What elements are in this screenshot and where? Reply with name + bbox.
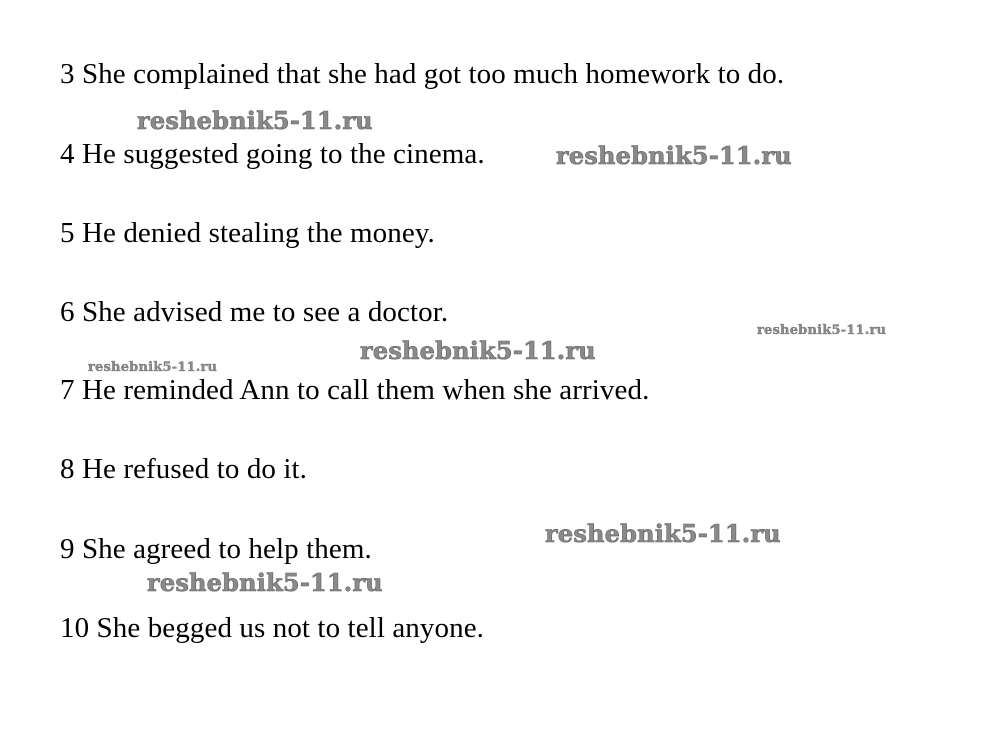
watermark: reshebnik5-11.ru — [757, 323, 887, 338]
watermark: reshebnik5-11.ru — [137, 106, 373, 135]
sentence-7: 7 He reminded Ann to call them when she arrived. — [60, 374, 650, 406]
watermark: reshebnik5-11.ru — [88, 360, 218, 375]
sentence-4: 4 He suggested going to the cinema. — [60, 138, 485, 170]
watermark: reshebnik5-11.ru — [147, 568, 383, 597]
watermark: reshebnik5-11.ru — [545, 519, 781, 548]
sentence-10: 10 She begged us not to tell anyone. — [60, 612, 485, 644]
sentence-9: 9 She agreed to help them. — [60, 533, 372, 565]
sentence-3: 3 She complained that she had got too much homework to do. — [60, 58, 785, 90]
watermark: reshebnik5-11.ru — [360, 336, 596, 365]
watermark: reshebnik5-11.ru — [556, 141, 792, 170]
sentence-6: 6 She advised me to see a doctor. — [60, 296, 449, 328]
sentence-5: 5 He denied stealing the money. — [60, 217, 435, 249]
sentence-8: 8 He refused to do it. — [60, 453, 308, 485]
